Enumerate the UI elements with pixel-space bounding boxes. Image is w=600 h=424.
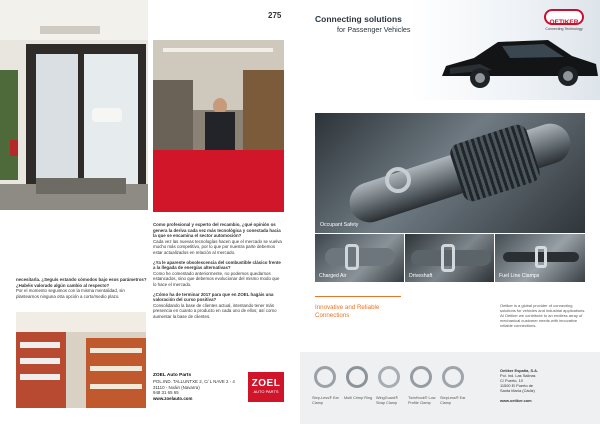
- company-name: ZOEL Auto Parts: [153, 373, 192, 378]
- zoel-logo: [248, 372, 284, 402]
- counter-portrait-photo: [153, 40, 284, 212]
- driveshaft-small-photo: [405, 234, 494, 282]
- clamp-icon-4: [410, 366, 432, 388]
- clamp-label-5: StepLess® Ear Clamp: [440, 396, 466, 405]
- contact-line-4: Santa María (Cádiz): [500, 388, 535, 393]
- clamp-icon-2: [346, 366, 368, 388]
- ad-title: Connecting solutions: [315, 14, 402, 24]
- zoel-logo-sub: AUTO PARTS: [253, 389, 279, 394]
- interview-text: [153, 222, 284, 320]
- question-2017: ¿Cómo ha de terminar 2017 para que en ZOEL hagáis una valoración del curso positiva?: [153, 291, 274, 303]
- driveshaft-photo: [315, 113, 585, 233]
- answer-fuel: Como he comentado anteriormente, no podemos quedarnos estancados, sino que debemos evolucionar del mismo modo que lo hace el mercado.: [153, 270, 280, 287]
- company-web[interactable]: www.zoelauto.com: [153, 395, 193, 401]
- fuel-line-photo: [495, 234, 585, 282]
- tagline-line-1: Innovative and Reliable: [315, 304, 380, 311]
- tagline: [315, 304, 379, 320]
- contact-line-1: Pol. Ind. Las Salinas: [500, 373, 536, 378]
- clamp-icon-5: [442, 366, 464, 388]
- clamp-label-1: Step-Less® Ear Clamp: [312, 396, 339, 405]
- shop-entrance-photo: [0, 0, 148, 210]
- caption-driveshaft: Driveshaft: [409, 273, 433, 279]
- clamp-label-4: TwinHook® Low Profile Clamp: [408, 396, 436, 405]
- oetiker-tagline: Connecting Technology: [545, 27, 583, 31]
- contact-line-3: 11500 El Puerto de: [500, 383, 534, 388]
- zoel-logo-word: ZOEL: [251, 378, 281, 389]
- page-number: 275: [268, 11, 282, 20]
- oetiker-logo: [536, 9, 592, 31]
- clamp-icon-1: [314, 366, 336, 388]
- clamp-label-2: Multi Crimp Ring: [344, 396, 373, 400]
- company-city: 31110 - Noáin (Navarra): [153, 384, 200, 390]
- company-address: POL.IND. TALLUNTXE 2, C/ L NAVE 2 - 4: [153, 379, 235, 384]
- interview-continuation: [16, 277, 148, 299]
- company-info: [153, 373, 243, 401]
- caption-charged-air: Charged Air: [319, 273, 347, 279]
- car-image: [440, 30, 600, 94]
- charged-air-photo: [315, 234, 404, 282]
- tagline-line-2: Connections: [315, 312, 350, 319]
- contact-company: Oetiker España, S.A.: [500, 368, 539, 373]
- answer-2017: Consolidando la base de clientes actual, intentando tener más presencia en cuanto a producto en cada uno de ellos; así como aumentar la base de clientes.: [153, 302, 277, 319]
- caption-occupant-safety: Occupant Safety: [320, 222, 359, 228]
- answer-technology: Cada vez las nuevas tecnologías hacen que el mercado se vuelva mucho más competitivo, por lo que por nuestra parte debemos estar actualizados en relación al mercado.: [153, 238, 282, 255]
- ad-description: Oetiker is a global provider of connecting solutions for vehicles and industrial applications. At Oetiker we contribute to an endless array of mechanical customer needs with innovative reliable connections.: [500, 303, 586, 328]
- clamp-panel: [300, 352, 600, 424]
- clamp-icon-3: [378, 366, 400, 388]
- right-page: [300, 0, 600, 424]
- warehouse-photo: [16, 312, 146, 408]
- oetiker-logo-word: OETIKER: [549, 19, 579, 26]
- ad-subtitle: for Passenger Vehicles: [337, 25, 411, 34]
- question-fuel: ¿Ya le aparente obsolescencia del combustible clásico frente a la llegada de energías alternativas?: [153, 259, 281, 271]
- tagline-rule: [315, 296, 401, 297]
- question-parameters: necesitarla. ¿Seguís estando cómodos bajo esos parámetros? ¿Habéis valorado algún cambio al respecto?: [16, 277, 147, 288]
- oetiker-contact: [500, 368, 590, 403]
- caption-fuel-line-clamps: Fuel Line Clamps: [499, 273, 540, 279]
- answer-parameters: Por el momento seguimos con la misma mentalidad, sin plantearnos ninguna otra opción a corto/medio plazo.: [16, 288, 125, 299]
- contact-line-2: C/ Puerto, 10: [500, 378, 523, 383]
- company-phone: 948 31 65 65: [153, 390, 179, 396]
- question-technology: Como profesional y experto del recambio, ¿qué opinión os genera la deriva cada vez más tecnológica y conectada hacia la que se encamina el sector automoción?: [153, 222, 281, 239]
- contact-web[interactable]: www.oetiker.com: [500, 398, 532, 403]
- clamp-label-3: WingGuard® Strap Clamp: [376, 396, 399, 405]
